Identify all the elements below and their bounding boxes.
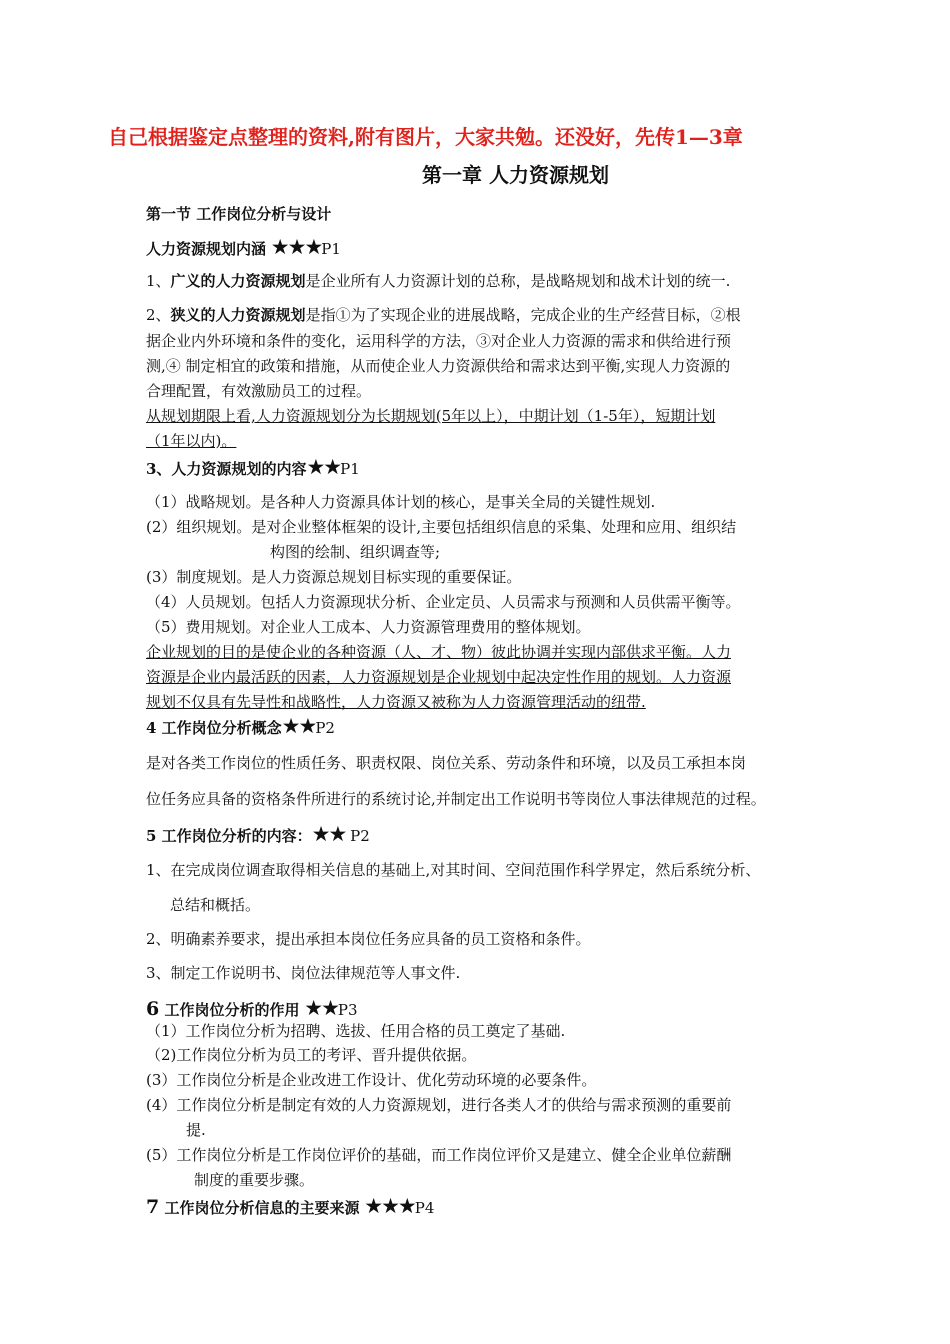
star-rating: ★★ bbox=[304, 996, 338, 1020]
plan-item: （1）战略规划。是各种人力资源具体计划的核心，是事关全局的关键性规划. bbox=[146, 493, 656, 511]
heading-plan-content bbox=[146, 456, 360, 480]
heading-hr-plan-meaning bbox=[146, 236, 341, 260]
plan-item: (3）制度规划。是人力资源总规划目标实现的重要保证。 bbox=[146, 568, 522, 586]
star-rating: ★★ bbox=[281, 714, 316, 738]
heading-text: 人力资源规划内涵 bbox=[146, 240, 267, 258]
star-rating: ★★ bbox=[306, 455, 341, 479]
plan-item: （5）费用规划。对企业人工成本、人力资源管理费用的整体规划。 bbox=[146, 618, 591, 636]
para-line: 据企业内外环境和条件的变化，运用科学的方法，③对企业人力资源的需求和供给进行预 bbox=[146, 332, 732, 350]
heading-number: 7 bbox=[146, 1196, 160, 1218]
page-ref: P2 bbox=[345, 827, 370, 845]
role-item-continued: 提. bbox=[186, 1121, 206, 1139]
role-item: （1）工作岗位分析为招聘、选拔、任用合格的员工奠定了基础. bbox=[146, 1022, 566, 1040]
section-title: 第一节 工作岗位分析与设计 bbox=[146, 205, 332, 223]
heading-info-sources bbox=[146, 1194, 434, 1220]
definition: 是企业所有人力资源计划的总称，是战略规划和战术计划的统一. bbox=[305, 272, 731, 290]
heading-job-analysis-concept bbox=[146, 715, 335, 739]
role-item-continued: 制度的重要步骤。 bbox=[194, 1171, 315, 1189]
plan-item-continued: 构图的绘制、组织调查等; bbox=[270, 543, 441, 561]
term: 广义的人力资源规划 bbox=[170, 272, 306, 290]
para-narrow-definition bbox=[146, 305, 741, 325]
content-item: 3、制定工作说明书、岗位法律规范等人事文件. bbox=[146, 964, 461, 982]
heading-text: 工作岗位分析信息的主要来源 bbox=[159, 1199, 360, 1217]
term-note-line: 从规划期限上看,人力资源规划分为长期规划(5年以上），中期计划（1-5年），短期计划 bbox=[146, 407, 716, 425]
heading-text: 5 工作岗位分析的内容： bbox=[146, 827, 312, 845]
chapter-title: 第一章 人力资源规划 bbox=[422, 163, 609, 187]
purpose-line: 规划不仅具有先导性和战略性，人力资源又被称为人力资源管理活动的纽带. bbox=[146, 693, 646, 711]
concept-line: 位任务应具备的资格条件所进行的系统讨论,并制定出工作说明书等岗位人事法律规范的过程。 bbox=[146, 790, 766, 808]
item-label: 2、 bbox=[146, 306, 171, 324]
para-line: 测,④ 制定相宜的政策和措施，从而使企业人力资源供给和需求达到平衡,实现人力资源的 bbox=[146, 357, 731, 375]
heading-text: 4 工作岗位分析概念 bbox=[146, 719, 282, 737]
star-rating: ★★★ bbox=[270, 235, 322, 259]
heading-text: 工作岗位分析的作用 bbox=[159, 1001, 300, 1019]
page-ref: P1 bbox=[340, 460, 360, 478]
role-item: (3）工作岗位分析是企业改进工作设计、优化劳动环境的必要条件。 bbox=[146, 1071, 597, 1089]
content-item: 2、明确素养要求，提出承担本岗位任务应具备的员工资格和条件。 bbox=[146, 930, 591, 948]
para-broad-definition bbox=[146, 271, 730, 291]
role-item: （2)工作岗位分析为员工的考评、晋升提供依据。 bbox=[146, 1046, 477, 1064]
banner-note: 自己根据鉴定点整理的资料,附有图片，大家共勉。还没好，先传1—3章 bbox=[108, 125, 743, 149]
content-item-continued: 总结和概括。 bbox=[170, 896, 261, 914]
heading-job-analysis-content bbox=[146, 823, 370, 847]
content-item: 1、在完成岗位调查取得相关信息的基础上,对其时间、空间范围作科学界定，然后系统分析、 bbox=[146, 861, 761, 879]
plan-item: （4）人员规划。包括人力资源现状分析、企业定员、人员需求与预测和人员供需平衡等。 bbox=[146, 593, 741, 611]
page-ref: P3 bbox=[337, 1001, 358, 1019]
plan-item: (2）组织规划。是对企业整体框架的设计,主要包括组织信息的采集、处理和应用、组织结 bbox=[146, 518, 737, 536]
role-item: (4）工作岗位分析是制定有效的人力资源规划，进行各类人才的供给与需求预测的重要前 bbox=[146, 1096, 732, 1114]
star-rating: ★★ bbox=[311, 822, 346, 846]
role-item: (5）工作岗位分析是工作岗位评价的基础，而工作岗位评价又是建立、健全企业单位薪酬 bbox=[146, 1146, 732, 1164]
page-ref: P1 bbox=[321, 240, 341, 258]
term: 狭义的人力资源规划 bbox=[170, 306, 306, 324]
heading-job-analysis-role bbox=[146, 996, 358, 1022]
definition: 是指①为了实现企业的进展战略，完成企业的生产经营目标，②根 bbox=[305, 306, 741, 324]
page-ref: P4 bbox=[414, 1199, 435, 1217]
item-label: 1、 bbox=[146, 272, 171, 290]
page-ref: P2 bbox=[315, 719, 335, 737]
term-note-line: （1年以内)。 bbox=[146, 432, 237, 450]
heading-text: 3、人力资源规划的内容 bbox=[146, 460, 307, 478]
concept-line: 是对各类工作岗位的性质任务、职责权限、岗位关系、劳动条件和环境，以及员工承担本岗 bbox=[146, 754, 747, 772]
purpose-line: 企业规划的目的是使企业的各种资源（人、才、物）彼此协调并实现内部供求平衡。人力 bbox=[146, 643, 732, 661]
star-rating: ★★★ bbox=[364, 1194, 415, 1218]
purpose-line: 资源是企业内最活跃的因素，人力资源规划是企业规划中起决定性作用的规划。人力资源 bbox=[146, 668, 732, 686]
para-line: 合理配置，有效激励员工的过程。 bbox=[146, 382, 372, 400]
heading-number: 6 bbox=[146, 998, 160, 1020]
